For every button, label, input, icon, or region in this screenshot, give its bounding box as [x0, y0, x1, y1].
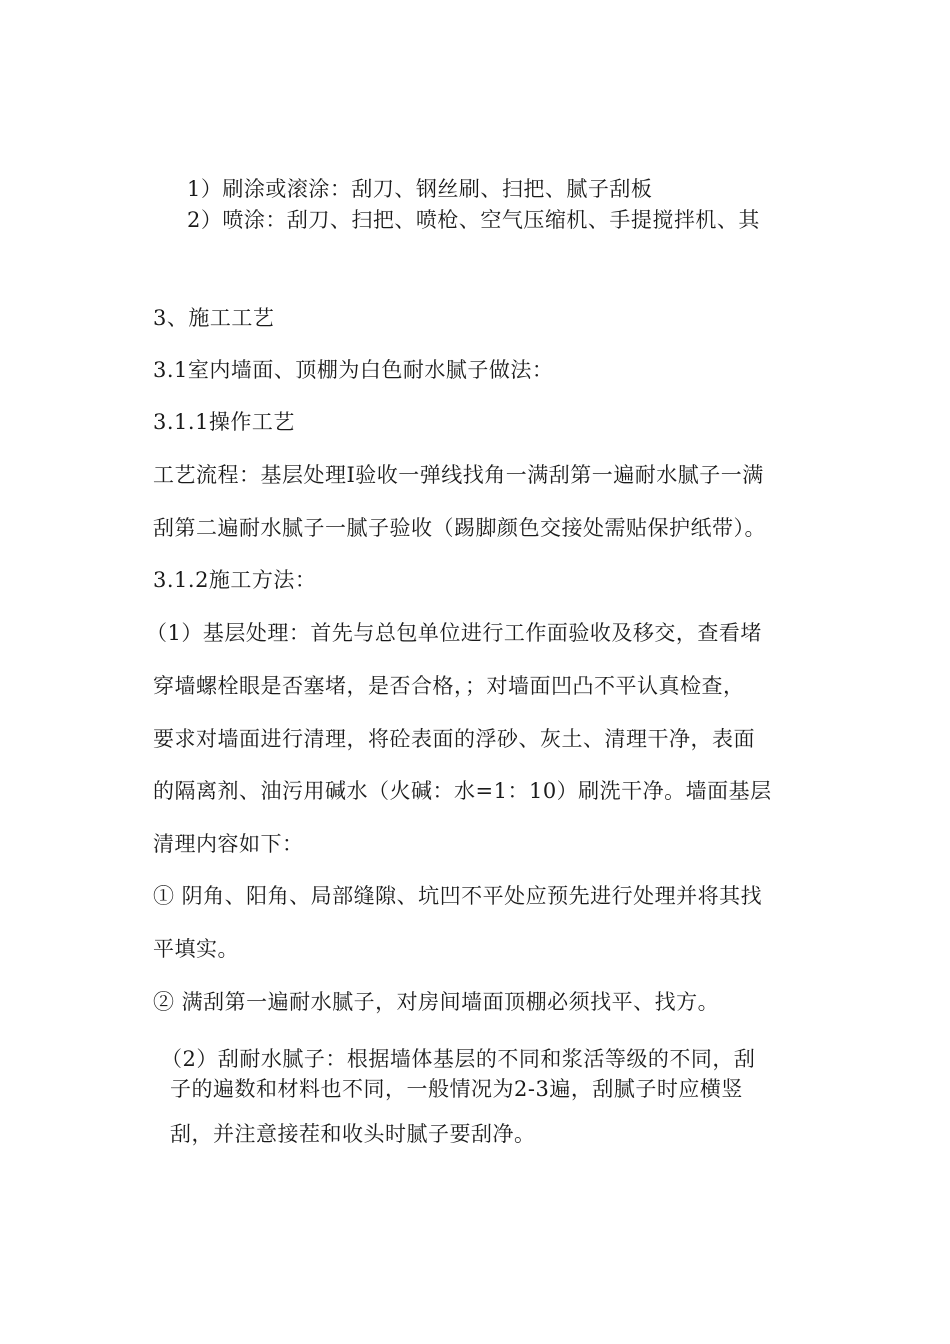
step-1-line-3: 要求对墙面进行清理，将砼表面的浮砂、灰土、清理干净，表面 — [153, 727, 755, 751]
section-3-heading: 3、施工工艺 — [153, 306, 275, 330]
sub-item-2: ② 满刮第一遍耐水腻子，对房间墙面顶棚必须找平、找方。 — [153, 990, 720, 1014]
process-flow-line-2: 刮第二遍耐水腻子一腻子验收（踢脚颜色交接处需贴保护纸带）。 — [153, 516, 766, 540]
sub-item-1-line-1: ① 阴角、阳角、局部缝隙、坑凹不平处应预先进行处理并将其找 — [153, 884, 763, 908]
step-1-line-4: 的隔离剂、油污用碱水（火碱：水=1：10）刷洗干净。墙面基层 — [153, 779, 772, 803]
process-flow-line-1: 工艺流程：基层处理I验收一弹线找角一满刮第一遍耐水腻子一满 — [153, 463, 764, 487]
step-2-line-2: 子的遍数和材料也不同，一般情况为2-3遍，刮腻子时应横竖 — [170, 1077, 743, 1101]
tools-line-1: 1）刷涂或滚涂：刮刀、钢丝刷、扫把、腻子刮板 — [187, 177, 653, 201]
step-1-line-5: 清理内容如下： — [153, 832, 304, 856]
step-2-line-1: （2）刮耐水腻子：根据墙体基层的不同和浆活等级的不同，刮 — [161, 1047, 756, 1071]
step-1-line-2: 穿墙螺栓眼是否塞堵，是否合格，；对墙面凹凸不平认真检查， — [153, 674, 745, 698]
sub-item-1-line-2: 平填实。 — [153, 937, 239, 961]
step-1-line-1: （1）基层处理：首先与总包单位进行工作面验收及移交，查看堵 — [146, 621, 762, 645]
step-2-line-3: 刮，并注意接茬和收头时腻子要刮净。 — [170, 1122, 536, 1146]
tools-line-2: 2）喷涂：刮刀、扫把、喷枪、空气压缩机、手提搅拌机、其 — [187, 208, 760, 232]
section-3-1-2-heading: 3.1.2施工方法： — [153, 568, 317, 592]
section-3-1-heading: 3.1室内墙面、顶棚为白色耐水腻子做法： — [153, 358, 554, 382]
section-3-1-1-heading: 3.1.1操作工艺 — [153, 410, 295, 434]
